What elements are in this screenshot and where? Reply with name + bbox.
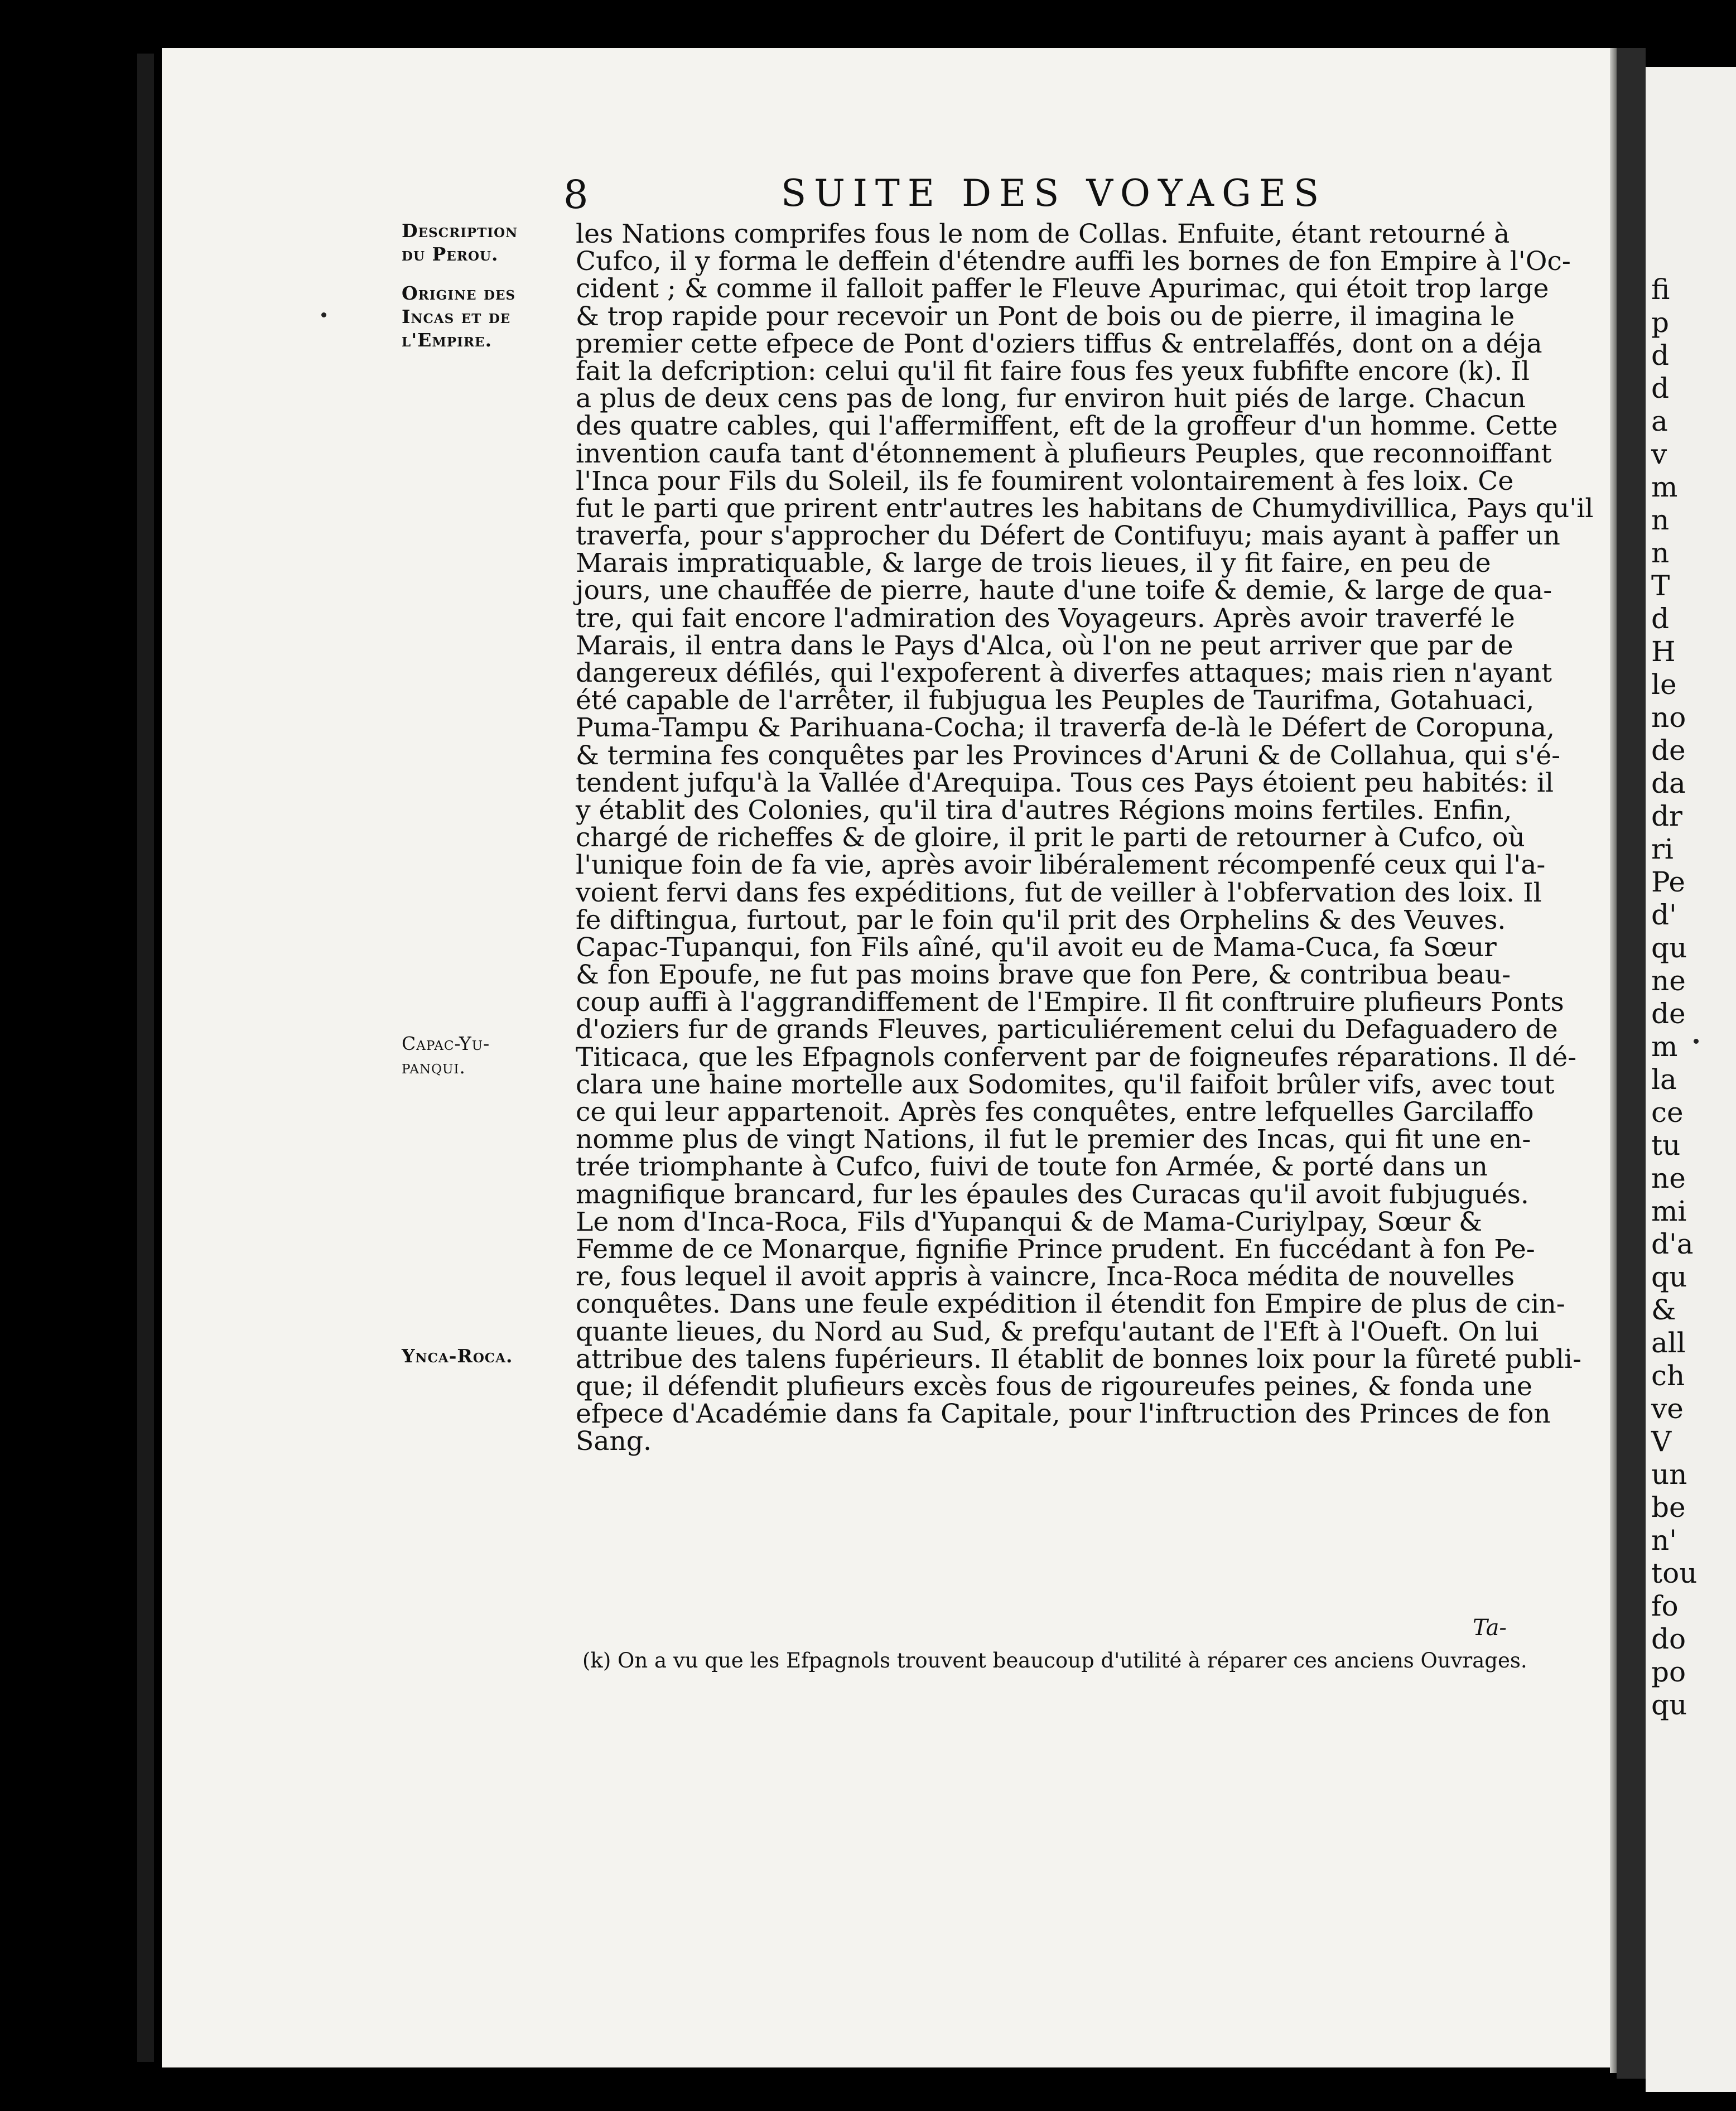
text-line: que; il défendit plufieurs excès fous de rigoureufes peines, & fonda une — [576, 1371, 1532, 1402]
text-line: Marais, il entra dans le Pays d'Alca, où l'on ne peut arriver que par de — [576, 630, 1513, 661]
text-line: & fon Epoufe, ne fut pas moins brave que fon Pere, & contribua beau- — [576, 960, 1511, 991]
facing-page-fragment-line: d' — [1651, 899, 1677, 931]
catchword: Ta- — [1473, 1615, 1507, 1641]
facing-page-fragment-line: d — [1651, 603, 1670, 635]
facing-page-fragment-line: V — [1651, 1425, 1672, 1458]
text-line: & termina fes conquêtes par les Provinces d'Aruni & de Collahua, qui s'é- — [576, 740, 1561, 771]
text-line: invention caufa tant d'étonnement à plufieurs Peuples, que reconnoiffant — [576, 438, 1552, 469]
facing-page-fragment-line: mi — [1651, 1195, 1687, 1227]
text-line: traverfa, pour s'approcher du Défert de Contifuyu; mais ayant à paffer un — [576, 520, 1560, 552]
text-line: été capable de l'arrêter, il fubjugua les Peuples de Taurifma, Gotahuaci, — [576, 685, 1535, 716]
text-line: tendent jufqu'à la Vallée d'Arequipa. Tous ces Pays étoient peu habités: il — [576, 767, 1554, 798]
facing-page-fragment-line: m — [1651, 471, 1678, 503]
footnote: (k) On a vu que les Efpagnols trouvent beaucoup d'utilité à réparer ces anciens Ouvrages. — [582, 1649, 1527, 1673]
facing-page-fragment-line: ri — [1651, 833, 1674, 865]
text-line: fut le parti que prirent entr'autres les habitans de Chumydivillica, Pays qu'il — [576, 493, 1594, 524]
facing-page-fragment-line: un — [1651, 1458, 1687, 1491]
facing-page-fragment-line: ne — [1651, 1162, 1686, 1194]
text-line: & trop rapide pour recevoir un Pont de bois ou de pierre, il imagina le — [576, 301, 1515, 332]
facing-page-fragment-line: n — [1651, 537, 1670, 569]
facing-page-fragment-line: qu — [1651, 1689, 1687, 1721]
text-line: l'unique foin de fa vie, après avoir libéralement récompenfé ceux qui l'a- — [576, 850, 1546, 881]
facing-page-fragment-line: n' — [1651, 1524, 1677, 1556]
text-line: dangereux défilés, qui l'expoferent à diverfes attaques; mais rien n'ayant — [576, 658, 1552, 688]
text-line: Titicaca, que les Efpagnols confervent par de foigneufes réparations. Il dé- — [576, 1042, 1577, 1073]
facing-page-fragment-line: ne — [1651, 965, 1686, 997]
text-line: y établit des Colonies, qu'il tira d'autres Régions moins fertiles. Enfin, — [576, 794, 1512, 826]
facing-page-fragment-line: d'a — [1651, 1228, 1694, 1260]
text-line: a plus de deux cens pas de long, fur environ huit piés de large. Chacun — [576, 383, 1526, 415]
facing-page-fragment-line: ce — [1651, 1096, 1684, 1129]
text-line: Capac-Tupanqui, fon Fils aîné, qu'il avoit eu de Mama-Cuca, fa Sœur — [576, 932, 1497, 963]
text-line: conquêtes. Dans une feule expédition il étendit fon Empire de plus de cin- — [576, 1289, 1565, 1320]
facing-page-fragment-line: fo — [1651, 1590, 1679, 1622]
facing-page-fragment-line: dr — [1651, 800, 1682, 832]
text-line: trée triomphante à Cufco, fuivi de toute fon Armée, & porté dans un — [576, 1151, 1488, 1183]
text-line: cident ; & comme il falloit paffer le Fleuve Apurimac, qui étoit trop large — [576, 273, 1549, 305]
text-line: Puma-Tampu & Parihuana-Cocha; il traverfa de-là le Défert de Coropuna, — [576, 712, 1555, 744]
facing-page-fragment-line: T — [1651, 570, 1670, 602]
text-line: nomme plus de vingt Nations, il fut le premier des Incas, qui fit une en- — [576, 1124, 1531, 1155]
facing-page-fragment-line: ch — [1651, 1360, 1685, 1392]
ink-spot — [321, 312, 326, 317]
facing-page-fragment-line: no — [1651, 701, 1686, 734]
facing-page-fragment-line: all — [1651, 1327, 1686, 1359]
text-line: Femme de ce Monarque, fignifie Prince prudent. En fuccédant à fon Pe- — [576, 1233, 1535, 1265]
main-text-block — [576, 219, 1594, 1457]
text-line: re, fous lequel il avoit appris à vaincre, Inca-Roca médita de nouvelles — [576, 1261, 1515, 1293]
text-line: Le nom d'Inca-Roca, Fils d'Yupanqui & de Mama-Curiylpay, Sœur & — [576, 1206, 1483, 1237]
ink-spot — [1694, 1039, 1699, 1044]
margin-note-line: Incas et de — [402, 306, 511, 327]
text-line: fe diftingua, furtout, par le foin qu'il prit des Orphelins & des Veuves. — [576, 904, 1506, 936]
text-line: quante lieues, du Nord au Sud, & prefqu'autant de l'Eft à l'Oueft. On lui — [576, 1316, 1539, 1347]
text-line: Sang. — [576, 1426, 652, 1457]
facing-page-fragment-line: n — [1651, 504, 1670, 536]
facing-page-fragment-line: le — [1651, 668, 1677, 701]
text-line: clara une haine mortelle aux Sodomites, qu'il faifoit brûler vifs, avec tout — [576, 1069, 1555, 1100]
facing-page-fragment-line: p — [1651, 306, 1670, 339]
text-line: efpece d'Académie dans fa Capitale, pour l'inftruction des Princes de fon — [576, 1399, 1551, 1430]
facing-page-fragment-line: a — [1651, 405, 1668, 437]
facing-page-fragment-line: la — [1651, 1063, 1677, 1096]
facing-page-fragment-line: fi — [1651, 273, 1670, 306]
text-line: les Nations comprifes fous le nom de Collas. Enfuite, étant retourné à — [576, 219, 1510, 249]
book-gutter — [1617, 48, 1646, 2079]
book-spine-shadow — [137, 54, 154, 2062]
facing-page-fragment-line: tou — [1651, 1557, 1698, 1589]
margin-note-line: Origine des — [402, 282, 516, 304]
facing-page-fragment-line: ve — [1651, 1392, 1684, 1425]
margin-note-line: l'Empire. — [402, 329, 493, 351]
text-line: Cufco, il y forma le deffein d'étendre auffi les bornes de fon Empire à l'Oc- — [576, 246, 1571, 277]
facing-page-fragment-line: be — [1651, 1491, 1686, 1524]
facing-page-fragment-line: d — [1651, 372, 1670, 404]
margin-note-description — [402, 219, 569, 266]
facing-page-fragment-line: po — [1651, 1656, 1686, 1688]
text-line: d'oziers fur de grands Fleuves, particuliérement celui du Defaguadero de — [576, 1014, 1558, 1045]
text-line: voient fervi dans fes expéditions, fut de veiller à l'obfervation des loix. Il — [576, 877, 1542, 908]
text-line: coup auffi à l'aggrandiffement de l'Empire. Il fit conftruire plufieurs Ponts — [576, 987, 1564, 1018]
running-title: SUITE DES VOYAGES — [781, 172, 1327, 215]
facing-page-fragment-line: v — [1651, 438, 1667, 470]
text-line: magnifique brancard, fur les épaules des Curacas qu'il avoit fubjugués. — [576, 1179, 1529, 1210]
text-line: tre, qui fait encore l'admiration des Voyageurs. Après avoir traverfé le — [576, 603, 1515, 634]
margin-note-capac — [402, 1032, 569, 1079]
text-line: Marais impratiquable, & large de trois lieues, il y fit faire, en peu de — [576, 548, 1491, 579]
facing-page-fragment-line: do — [1651, 1623, 1686, 1655]
text-line: ce qui leur appartenoit. Après fes conquêtes, entre lefquelles Garcilaffo — [576, 1097, 1534, 1127]
facing-page-fragment-line: Pe — [1651, 866, 1685, 898]
text-line: attribue des talens fupérieurs. Il établit de bonnes loix pour la fûreté publi- — [576, 1343, 1581, 1375]
margin-note-origine — [402, 282, 569, 352]
facing-page-fragment-line: de — [1651, 734, 1686, 767]
facing-page-fragment-line: & — [1651, 1294, 1676, 1326]
facing-page-fragment-line: de — [1651, 997, 1686, 1030]
margin-note-line: Description — [402, 220, 518, 242]
facing-page-fragment-line: tu — [1651, 1129, 1681, 1161]
page-number: 8 — [563, 172, 589, 218]
facing-page-fragment — [1646, 67, 1736, 2092]
facing-page-fragment-line: d — [1651, 339, 1670, 372]
text-line: des quatre cables, qui l'affermiffent, eft de la groffeur d'un homme. Cette — [576, 411, 1558, 442]
text-line: premier cette efpece de Pont d'oziers tiffus & entrelaffés, dont on a déja — [576, 328, 1542, 359]
text-line: chargé de richeffes & de gloire, il prit le parti de retourner à Cufco, où — [576, 822, 1525, 854]
margin-note-ynca — [402, 1344, 569, 1368]
text-line: jours, une chauffée de pierre, haute d'une toife & demie, & large de qua- — [576, 575, 1552, 606]
margin-note-line: Ynca-Roca. — [402, 1345, 513, 1367]
facing-page-fragment-line: da — [1651, 767, 1686, 799]
margin-note-line: Capac-Yu- — [402, 1033, 490, 1054]
facing-page-fragment-line: m — [1651, 1030, 1678, 1063]
facing-page-fragment-line: qu — [1651, 1261, 1687, 1293]
facing-page-fragment-line: H — [1651, 635, 1676, 668]
page-edge — [1610, 48, 1617, 2073]
margin-note-line: du Perou. — [402, 243, 499, 265]
text-line: l'Inca pour Fils du Soleil, ils fe foumirent volontairement à fes loix. Ce — [576, 465, 1514, 497]
text-line: fait la defcription: celui qu'il fit faire fous fes yeux fubfifte encore (k). Il — [576, 355, 1530, 387]
facing-page-fragment-line: qu — [1651, 932, 1687, 964]
margin-note-line: panqui. — [402, 1056, 466, 1078]
